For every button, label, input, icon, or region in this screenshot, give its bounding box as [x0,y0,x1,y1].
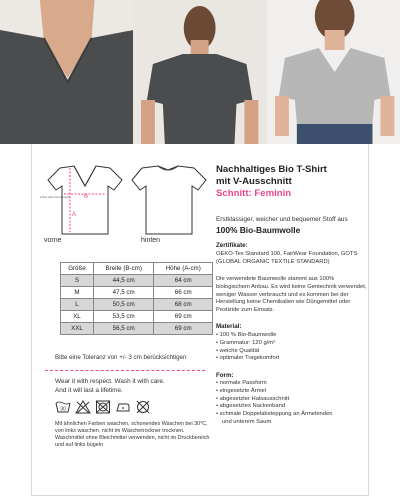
list-item-continuation: und unterem Saum [222,418,272,425]
no-bleach-icon [75,400,91,414]
product-subtitle: Schnitt: Feminin [216,188,292,199]
list-item: • optimaler Tragekomfort [216,355,279,363]
list-item: • abgesetzter Halsausschnitt [216,396,366,404]
material-heading: Material: [216,323,242,330]
back-shirt-outline [132,166,206,234]
product-intro-bold: 100% Bio-Baumwolle [216,225,301,235]
material-list [216,332,279,363]
table-row [61,323,213,335]
product-title-line-1: Nachhaltiges Bio T-Shirt [216,164,327,175]
size-cell: S [61,275,94,287]
width-cell: 53,5 cm [93,311,154,323]
product-title-line-2: mit V-Ausschnitt [216,176,292,187]
list-item: • abgesetztes Nackenband [216,403,366,411]
certificates-text: OEKO-Tex Standard 100, FairWear Foundation, GOTS (GLOBAL ORGANIC TEXTILE STANDARD) [216,251,358,265]
width-cell: 56,5 cm [93,323,154,335]
list-item: • weiche Qualität [216,348,279,356]
height-cell: 69 cm [154,311,213,323]
header-height: Höhe (A-cm) [154,263,213,275]
front-label: vorne [44,237,62,244]
height-cell: 66 cm [154,287,213,299]
width-cell: 50,5 cm [93,299,154,311]
photo-model-back [133,0,266,144]
list-item: • Grammatur: 120 g/m² [216,340,279,348]
product-description: Die verwendete Baumwolle stammt aus 100% biologischem Anbau. Es wird keine Gentechnik verwendet, weniger Wasser verbraucht und es kommen bei der Herstellung keine Chemikalien wie Düngemittel oder Pestizide zum Einsatz. [216,276,367,314]
form-list [216,380,366,427]
header-width: Breite (B-cm) [93,263,154,275]
product-intro: Erstklassiger, weicher und bequemer Stoff aus [216,216,348,223]
list-item: • schmale Doppelabsteppung an Ärmelenden [216,411,366,419]
tolerance-note: Bitte eine Toleranz von +/- 3 cm berücksichtigen [55,354,187,361]
side-note: 2,5cm unter dem Armloch [40,196,70,199]
back-label: hinten [141,237,161,244]
wash-30-icon [55,400,71,414]
photo-model-grey-front [267,0,400,144]
list-item: • normale Passform [216,380,366,388]
height-cell: 69 cm [154,323,213,335]
size-cell: L [61,299,94,311]
table-row [61,299,213,311]
care-instructions: Mit ähnlichen Farben waschen, schonendes Waschen bei 30°C, von links waschen, nicht im Wäschetrockner trocknen. Waschmittel ohne Bleichmittel verwenden, nicht im Druckbereich und auf links bügeln [55,421,210,448]
width-cell: 44,5 cm [93,275,154,287]
dashed-divider [45,370,205,371]
size-table [60,262,213,335]
care-slogan-line-1: Wear it with respect. Wash it with care. [55,378,165,385]
care-slogan [55,378,165,395]
size-diagram [40,164,210,236]
table-row [61,311,213,323]
photo-strip [0,0,400,144]
table-row [61,275,213,287]
iron-low-icon [115,400,131,414]
list-item: • 100 % Bio-Baumwolle [216,332,279,340]
header-size: Größe [61,263,94,275]
no-dry-clean-icon [135,400,151,414]
height-cell: 64 cm [154,275,213,287]
svg-text:30: 30 [60,406,66,413]
width-cell: 47,5 cm [93,287,154,299]
photo-model-front-closeup [0,0,133,144]
no-tumble-dry-icon [95,400,111,414]
certificates-heading: Zertifikate: [216,242,248,249]
height-cell: 68 cm [154,299,213,311]
front-shirt-outline [48,166,122,234]
care-icons [55,400,155,416]
form-heading: Form: [216,372,234,379]
size-cell: XL [61,311,94,323]
care-slogan-line-2: And it will last a lifetime. [55,386,123,394]
size-table-header [61,263,213,275]
size-cell: XXL [61,323,94,335]
marker-a: A [72,212,77,218]
product-title [216,164,327,188]
list-item: • eingesetzte Ärmel [216,388,366,396]
table-row [61,287,213,299]
marker-b: B [84,194,89,200]
size-cell: M [61,287,94,299]
